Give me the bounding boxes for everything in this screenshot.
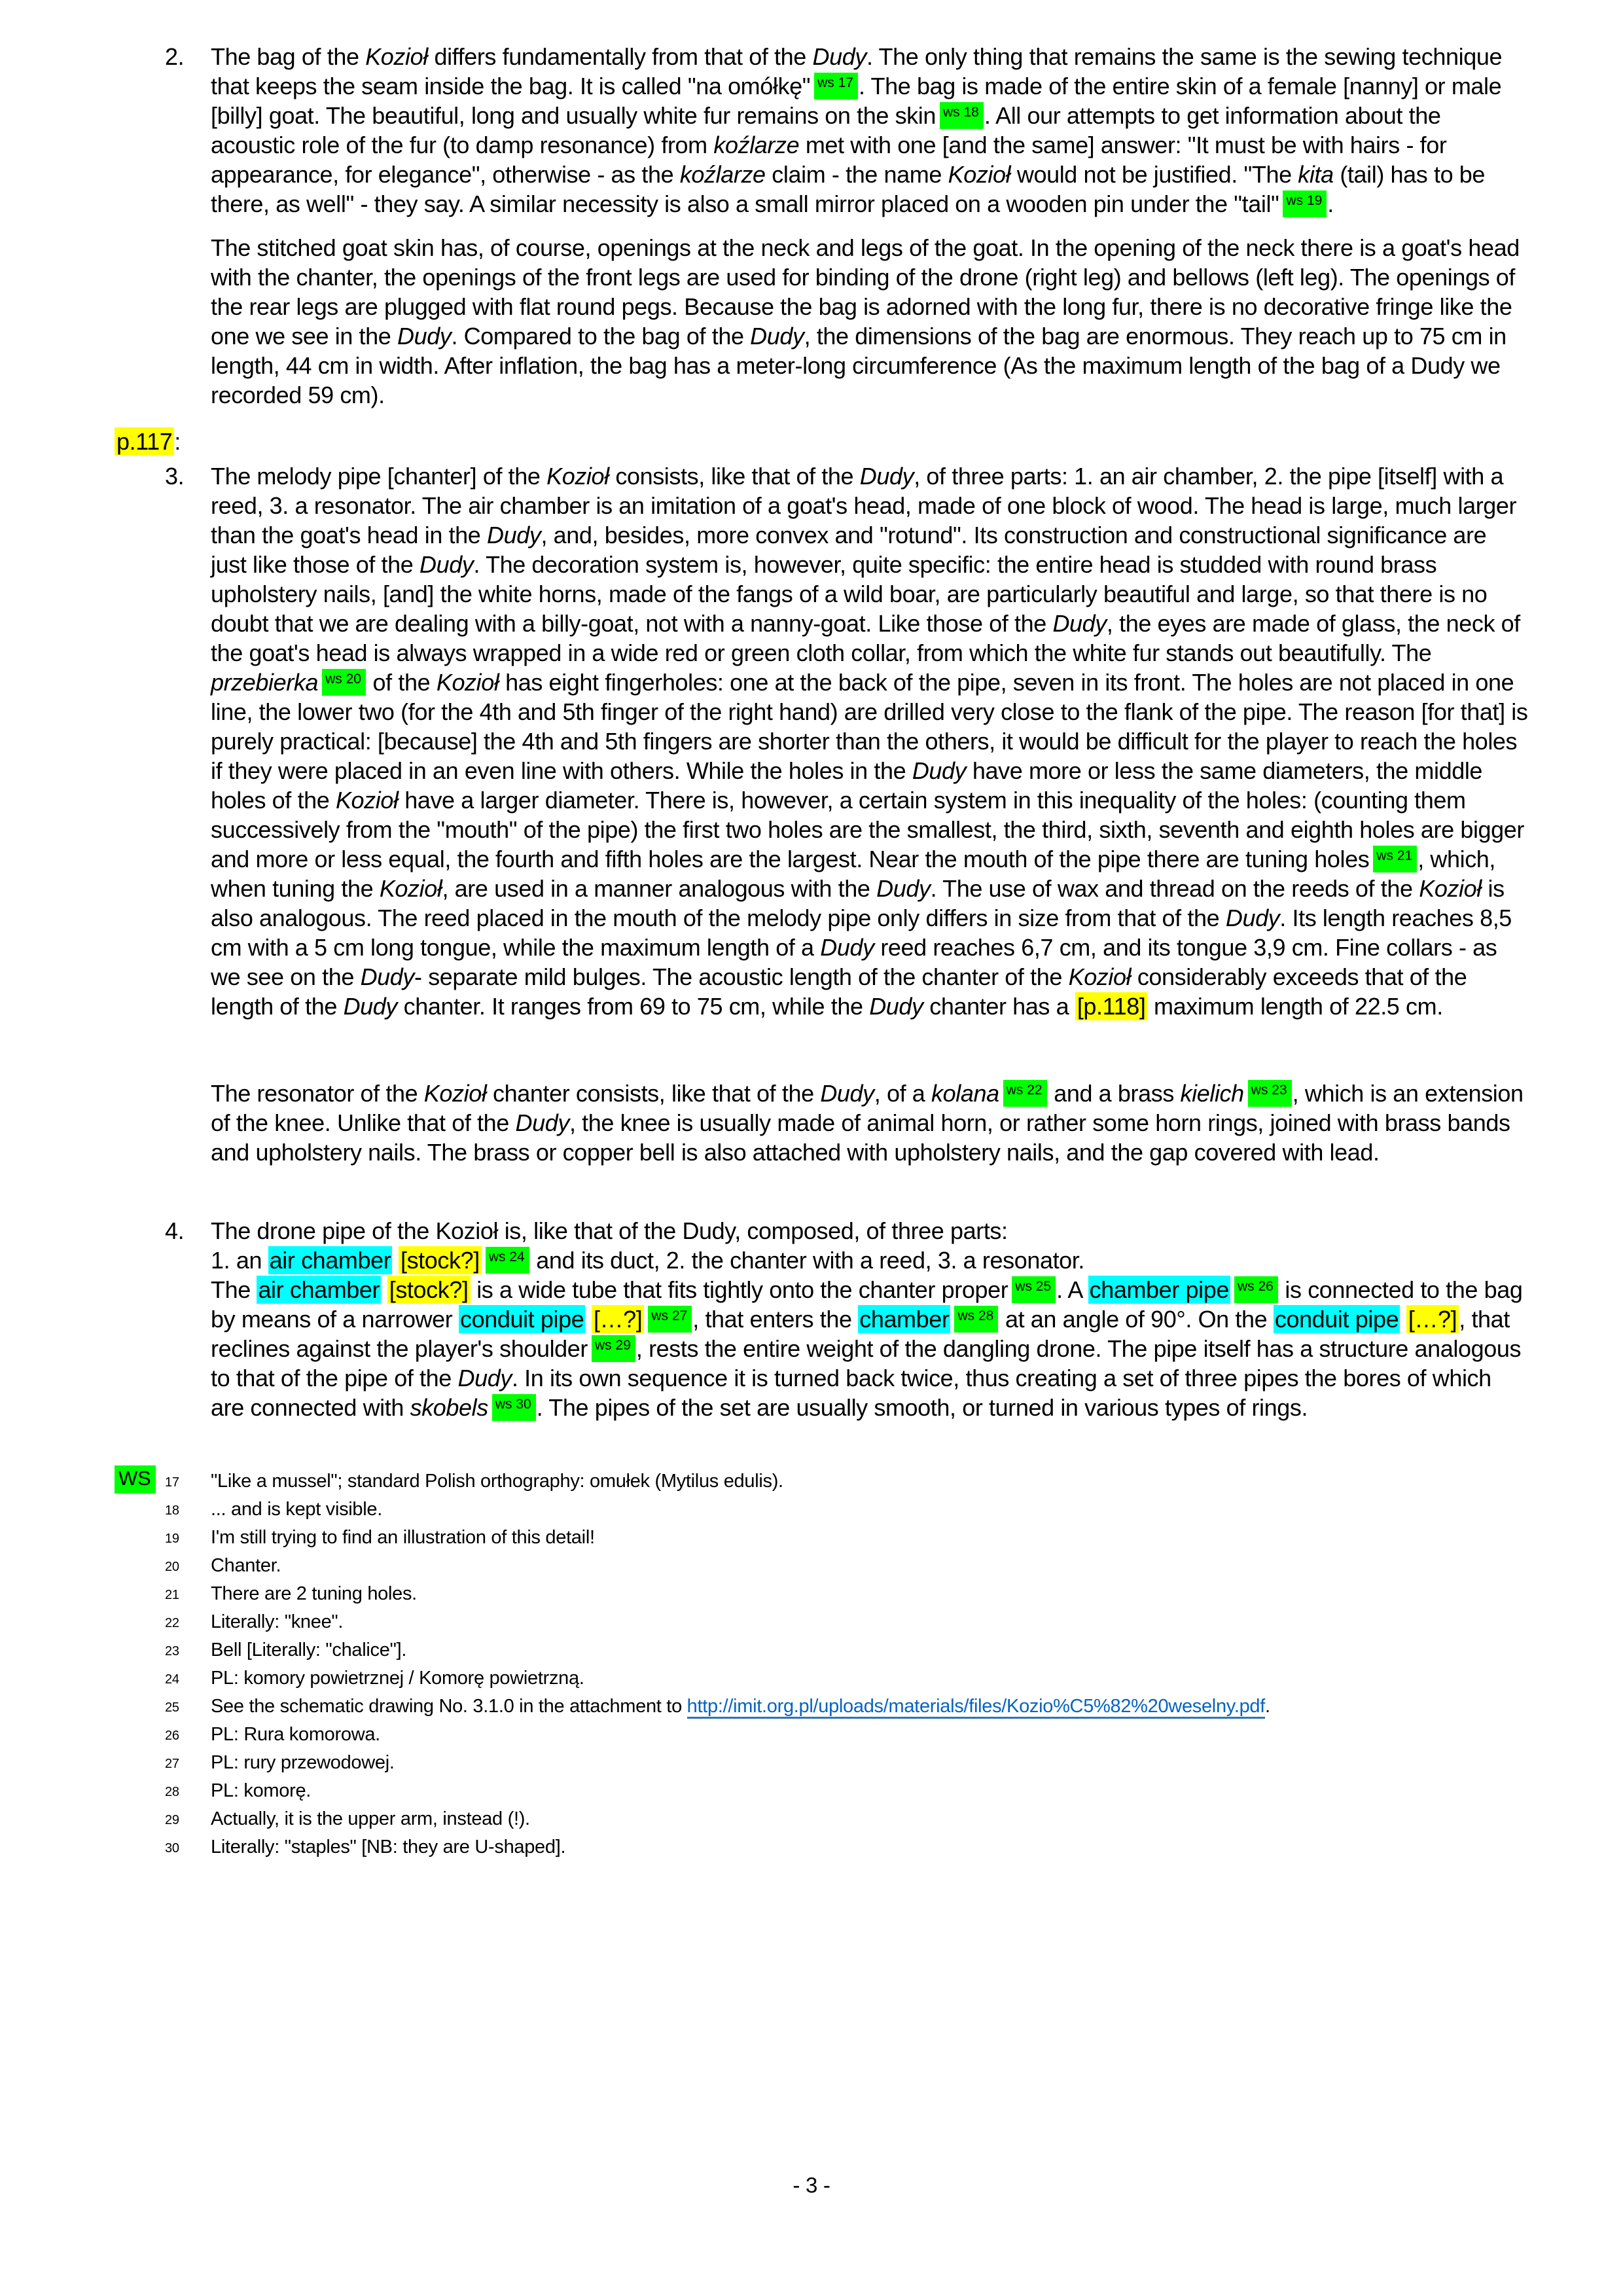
footnote-text: PL: rury przewodowej. [211,1752,395,1773]
footnote-row [115,1496,1528,1524]
ws-reference-tag: ws 24 [486,1247,529,1274]
footnote-number: 23 [165,1644,179,1659]
list-item-text: The bag of the Kozioł differs fundamentally from that of the Dudy. The only thing that remains the same is the sewing technique that keeps the seam inside the bag. It is called "na omółkę" $^{ws 17}$ . The bag is made of the entire skin of a female [nanny] or male [billy] goat. The beautiful, long and usually white fur remains on the skin $^{ws 18}$ . All our attempts to get information about the acoustic role of the fur (to damp resonance) from koźlarze met with one [and the same] answer: "It must be with hairs - for appearance, for elegance", otherwise - as the koźlarze claim - the name Kozioł would not be justified. "The kita (tail) has to be there, as well" - they say. A similar necessity is also a small mirror placed on a wooden pin under the "tail" $^{ws 19}$ . [211,43,1503,217]
ws-reference-tag: ws 18 [940,102,984,129]
ws-reference-tag: ws 28 [954,1306,998,1333]
emphasized-text: przebierka [211,669,319,696]
footnote-text: PL: komorę. [211,1780,312,1801]
emphasized-text: Dudy [343,993,398,1020]
emphasized-text: Kozioł [423,1080,487,1107]
emphasized-text: Dudy [1225,905,1280,931]
footnote-number: 17 [165,1475,179,1490]
emphasized-text: Dudy [457,1365,512,1391]
yellow-highlighted-text: […?] [592,1305,644,1333]
list-item-text: The drone pipe of the Kozioł is, like that of the Dudy, composed, of three parts: 1. an air chamber [stock?] $^{ws 24}$ and its duct, 2. the chanter with a reed, 3. a resonator. The air chamber [stock?] is a wide tube that fits tightly onto the chanter proper $^{ws 25}$ . A chamber pipe $^{ws 26}$ is connected to the bag by means of a narrower conduit pipe […?] $^{ws 27}$ , that enters the chamber $^{ws 28}$ at an angle of 90°. On the conduit pipe […?], that reclines against the player's shoulder $^{ws 29}$ , rests the entire weight of the dangling drone. The pipe itself has a structure analogous to that of the pipe of the Dudy. In its own sequence it is turned back twice, thus creating a set of three pipes the bores of which are connected with skobels $^{ws 30}$ . The pipes of the set are usually smooth, or turned in various types of rings. [211,1217,1523,1421]
footnote-text: PL: Rura komorowa. [211,1724,380,1745]
footnote-row [115,1749,1528,1778]
footnote-text: There are 2 tuning holes. [211,1583,417,1604]
footnote-row [115,1806,1528,1834]
ws-reference-tag: ws 21 [1373,846,1417,872]
ws-reference-tag: ws 19 [1283,190,1327,217]
footnote-row [115,1665,1528,1693]
emphasized-text: kolana [931,1080,999,1107]
cyan-highlighted-text: chamber [859,1306,950,1333]
paragraph: The stitched goat skin has, of course, openings at the neck and legs of the goat. In the opening of the neck there is a goat's head with the chanter, the openings of the front legs are used for binding of the drone (right leg) and bellows (left leg). The openings of the rear legs are plugged with flat round pegs. Because the bag is adorned with the long fur, there is no decorative fringe like the one we see in the Dudy. Compared to the bag of the Dudy, the dimensions of the bag are enormous. They reach up to 75 cm in length, 44 cm in width. After inflation, the bag has a meter-long circumference (As the maximum length of the bag of a Dudy we recorded 59 cm). [211,234,1520,408]
ws-reference-tag: ws 20 [322,669,366,696]
footnotes-section [115,1468,1528,1862]
footnote-number: 30 [165,1841,179,1856]
cyan-highlighted-text: air chamber [258,1276,380,1303]
ws-reference-tag: ws 17 [814,73,858,99]
footnote-row [115,1693,1528,1721]
footnote-text: ... and is kept visible. [211,1499,382,1520]
footnote-number: 21 [165,1588,179,1602]
emphasized-text: Kozioł [335,787,399,814]
emphasized-text: Kozioł [379,875,442,902]
emphasized-text: koźlarze [679,161,766,188]
list-item-number: 3. [165,463,185,490]
ws-reference-tag: ws 30 [492,1394,536,1421]
page-marker-highlight: p.117 [115,427,174,456]
list-item [115,1216,1528,1422]
cyan-highlighted-text: conduit pipe [1274,1306,1399,1333]
footnote-text: Chanter. [211,1555,281,1576]
emphasized-text: Kozioł [436,669,499,696]
list-item [115,42,1528,219]
footnote-text: Literally: "knee". [211,1611,344,1632]
cyan-highlighted-text: chamber pipe [1089,1276,1229,1303]
footnote-number: 29 [165,1813,179,1827]
footnote-text: PL: komory powietrznej / Komorę powietrzną. [211,1668,584,1689]
footnote-number: 22 [165,1616,179,1630]
footnote-number: 26 [165,1729,179,1743]
emphasized-text: skobels [410,1394,488,1421]
emphasized-text: Kozioł [1068,963,1132,990]
footnote-number: 25 [165,1700,179,1715]
emphasized-text: Dudy [859,463,914,490]
cyan-highlighted-text: air chamber [269,1247,391,1274]
footnote-number: 27 [165,1757,179,1771]
emphasized-text: kielich [1180,1080,1244,1107]
emphasized-text: Dudy [912,757,967,784]
footnote-row [115,1721,1528,1749]
hyperlink[interactable]: http://imit.org.pl/uploads/materials/files/Kozio%C5%82%20weselny.pdf [687,1696,1265,1719]
ws-reference-tag: ws 27 [648,1306,692,1333]
emphasized-text: Kozioł [1419,875,1482,902]
paragraph: The resonator of the Kozioł chanter consists, like that of the Dudy, of a kolana $^{ws 22}$ and a brass kielich $^{ws 23}$ , which is an extension of the knee. Unlike that of the Dudy, the knee is usually made of animal horn, or rather some horn rings, joined with brass bands and upholstery nails. The brass or copper bell is also attached with upholstery nails, and the gap covered with lead. [211,1080,1524,1166]
emphasized-text: Kozioł [948,161,1011,188]
footnote-text: "Like a mussel"; standard Polish orthography: omułek (Mytilus edulis). [211,1471,783,1492]
footnote-text: Bell [Literally: "chalice"]. [211,1640,407,1660]
list-item-number: 4. [165,1217,185,1244]
emphasized-text: kita [1298,161,1334,188]
document-body [115,42,1528,1862]
emphasized-text: Dudy [360,963,415,990]
list-item-text: The melody pipe [chanter] of the Kozioł consists, like that of the Dudy, of three parts: 1. an air chamber, 2. the pipe [itself] with a reed, 3. a resonator. The air chamber is an imitation of a goat's head, made of one block of wood. The head is large, much larger than the goat's head in the Dudy, and, besides, more convex and "rotund". Its construction and constructional significance are just like those of the Dudy. The decoration system is, however, quite specific: the entire head is studded with round brass upholstery nails, [and] the white horns, made of the fangs of a wild boar, are particularly beautiful and large, so that there is no doubt that we are dealing with a billy-goat, not with a nanny-goat. Like those of the Dudy, the eyes are made of glass, the neck of the goat's head is always wrapped in a wide red or green cloth collar, from which the white fur stands out beautifully. The przebierka $^{ws 20}$ of the Kozioł has eight fingerholes: one at the back of the pipe, seven in its front. The holes are not placed in one line, the lower two (for the 4th and 5th finger of the right hand) are drilled very close to the flank of the pipe. The reason [for that] is purely practical: [because] the 4th and 5th fingers are shorter than the others, it would be difficult for the player to reach the holes if they were placed in an even line with others. While the holes in the Dudy have more or less the same diameters, the middle holes of the Kozioł have a larger diameter. There is, however, a certain system in this inequality of the holes: (counting them successively from the "mouth" of the pipe) the first two holes are the smallest, the third, sixth, seventh and eighth holes are bigger and more or less equal, the fourth and fifth holes are the largest. Near the mouth of the pipe there are tuning holes $^{ws 21}$ , which, when tuning the Kozioł, are used in a manner analogous with the Dudy. The use of wax and thread on the reeds of the Kozioł is also analogous. The reed placed in the mouth of the melody pipe only differs in size from that of the Dudy. Its length reaches 8,5 cm with a 5 cm long tongue, while the maximum length of a Dudy reed reaches 6,7 cm, and its tongue 3,9 cm. Fine collars - as we see on the Dudy- separate mild bulges. The acoustic length of the chanter of the Kozioł considerably exceeds that of the length of the Dudy chanter. It ranges from 69 to 75 cm, while the Dudy chanter has a [p.118] maximum length of 22.5 cm. [211,463,1528,1020]
yellow-highlighted-text: [stock?] [387,1276,471,1304]
list-item [115,461,1528,1021]
footnote-number: 24 [165,1672,179,1687]
yellow-highlighted-text: […?] [1406,1305,1459,1333]
footnote-row [115,1468,1528,1496]
yellow-highlighted-text: [p.118] [1075,992,1148,1020]
footnote-text: I'm still trying to find an illustration of this detail! [211,1527,595,1548]
emphasized-text: Kozioł [365,43,428,70]
emphasized-text: Dudy [750,323,804,350]
footnote-row [115,1524,1528,1552]
page-break-marker: p.117: [115,427,1528,456]
emphasized-text: Kozioł [546,463,609,490]
footnote-row [115,1834,1528,1862]
footnote-number: 19 [165,1532,179,1546]
ws-reference-tag: ws 22 [1003,1080,1047,1107]
yellow-highlighted-text: [stock?] [399,1246,482,1274]
footnote-number: 20 [165,1560,179,1574]
page-number: - 3 - [793,2173,830,2197]
footnote-number: 28 [165,1785,179,1799]
footnote-row [115,1778,1528,1806]
emphasized-text: Dudy [820,934,874,961]
ws-section-marker: WS [115,1465,156,1494]
cyan-highlighted-text: conduit pipe [459,1306,584,1333]
emphasized-text: Dudy [419,551,474,578]
emphasized-text: Dudy [1052,610,1107,637]
emphasized-text: Dudy [876,875,931,902]
footnote-number: 18 [165,1503,179,1518]
emphasized-text: koźlarze [713,132,800,158]
ws-reference-tag: ws 23 [1248,1080,1292,1107]
footnote-row [115,1637,1528,1665]
emphasized-text: Dudy [869,993,923,1020]
ws-reference-tag: ws 25 [1012,1276,1056,1303]
ws-reference-tag: ws 26 [1234,1276,1278,1303]
emphasized-text: Dudy [487,522,541,548]
footnote-row [115,1552,1528,1581]
footnote-row [115,1581,1528,1609]
footnote-text: Literally: "staples" [NB: they are U-shaped]. [211,1837,566,1857]
footnote-text: See the schematic drawing No. 3.1.0 in the attachment to http://imit.org.pl/uploads/materials/files/Kozio%C5%82%20weselny.pdf. [211,1693,1528,1721]
emphasized-text: Dudy [397,323,452,350]
emphasized-text: Dudy [812,43,866,70]
footnote-row [115,1609,1528,1637]
list-item-number: 2. [165,43,185,70]
ws-reference-tag: ws 29 [592,1335,635,1362]
emphasized-text: Dudy [515,1109,569,1136]
footnote-text: Actually, it is the upper arm, instead (!). [211,1808,530,1829]
emphasized-text: Dudy [820,1080,874,1107]
